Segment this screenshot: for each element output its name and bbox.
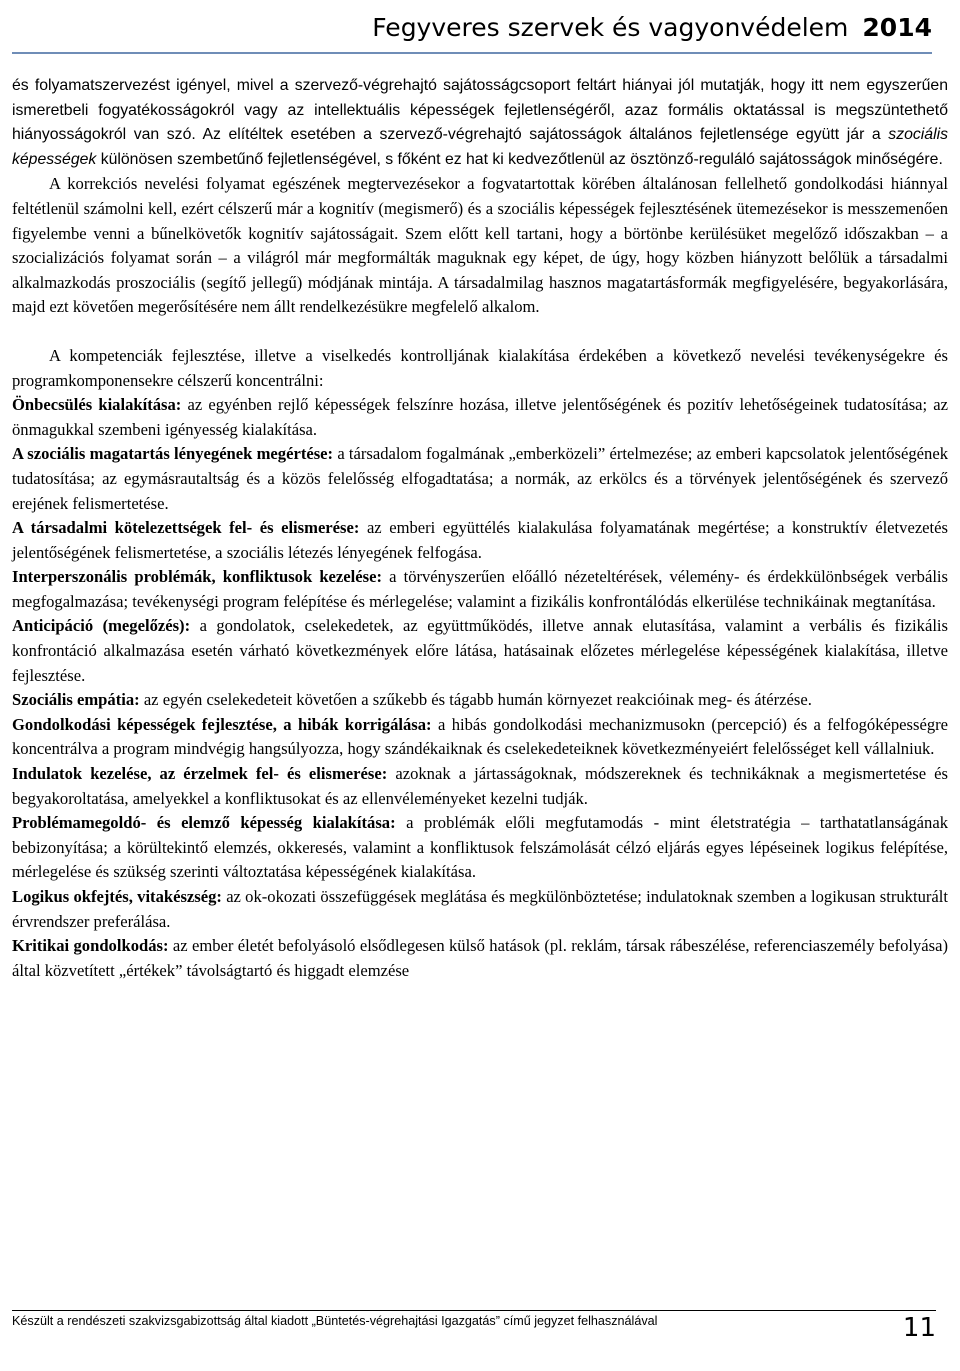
- competency-term: Kritikai gondolkodás:: [12, 936, 169, 956]
- lead-paragraph: A kompetenciák fejlesztése, illetve a viselkedés kontrolljának kialakítása érdekében a következő nevelési tevékenységekre és programkomponensekre célszerű koncentrálni:: [12, 345, 948, 390]
- document-body: [12, 74, 948, 983]
- competency-item: [12, 885, 948, 934]
- intro-sentence-2-end: különösen szembetűnő fejletlenségével, s főként ez hat ki kedvezőtlenül az ösztönző-reguláló sajátosságok minőségére.: [96, 150, 943, 168]
- competency-description: azoknak a jártasságoknak, módszereknek és technikáknak a megismertetése és begyakoroltatása, amelyekkel a konfliktusokat és az ellenvéleményeket kezelni tudják.: [12, 764, 948, 808]
- competency-item: [12, 565, 948, 614]
- competency-item: [12, 688, 948, 713]
- page-header: [12, 6, 932, 54]
- competency-term: Problémamegoldó- és elemző képesség kialakítása:: [12, 813, 396, 833]
- intro-sentence-1: és folyamatszervezést igényel, mivel a szervező-végrehajtó sajátosságcsoport feltárt hiányai jól mutatják, hogy itt nem egyszerűen ismeretbeli fogyatékosságokról vagy az intellektuális képességek fejletlenségéről, azaz formális oktatással is megszüntethető hiányosságokról van szó.: [12, 77, 948, 144]
- header-year: 2014: [862, 13, 932, 42]
- competency-description: a hibás gondolkodási mechanizmusokn (percepció) és a felfogóképességre koncentrálva a program mindvégig hangsúlyozza, hogy szándékaiknak és cselekedeteiknek következményeiért felelősséget kell vállalniuk.: [12, 714, 949, 759]
- competency-item: [12, 393, 948, 442]
- competency-item: [12, 934, 948, 983]
- competency-term: A szociális magatartás lényegének megértése:: [12, 444, 334, 464]
- competency-description: az ember életét befolyásoló elsődlegesen külső hatások (pl. reklám, társak rábeszélése, referenciaszemély befolyása) által közvetített „értékek” távolságtartó és higgadt elemzése: [12, 936, 949, 980]
- competency-description: a gondolatok, cselekedetek, az együttműködés, illetve annak elutasítása, valamint a verbális és fizikális konfrontáció alkalmazása esetén várható következmények előre látása, hatásainak előzetes mérlegelése képességének kialakítása, illetve fejlesztése.: [12, 616, 948, 685]
- competency-item: [12, 442, 948, 516]
- competency-list: [12, 393, 948, 983]
- competency-description: az egyén cselekedeteit követően a szűkebb és tágabb humán környezet reakcióinak meg- és átérzése.: [139, 690, 812, 710]
- competency-term: Indulatok kezelése, az érzelmek fel- és elismerése:: [12, 764, 388, 784]
- competency-term: Szociális empátia:: [12, 690, 140, 710]
- intro-sentence-2: Az elítéltek esetében a szervező-végrehajtó sajátosságok általános fejletlensége együtt jár a: [195, 126, 889, 144]
- competency-term: Gondolkodási képességek fejlesztése, a hibák korrigálása:: [12, 714, 432, 734]
- page-footer: [12, 1310, 936, 1359]
- competency-term: A társadalmi kötelezettségek fel- és elismerése:: [12, 518, 360, 538]
- intro-paragraph-2: A korrekciós nevelési folyamat egészének megtervezésekor a fogvatartottak körében általánosan fellelhető gondolkodási hiánnyal feltétlenül számolni kell, ezért célszerű már a kognitív (megismerő) és a szociális képességek fejlesztésének ütemezésekor is messzemenően figyelembe venni a bűnelkövetők kognitív sajátosságait. Szem előtt kell tartani, hogy a börtönbe kerülésüket megelőző időszakban – a szocializációs folyamat során – a világról már megformálták maguknak egy képet, de úgy, hogy közben hiányzott belőlük a társadalmi alkalmazkodás proszociális (segítő jellegű) módjának mintája. A társadalmilag hasznos magatartásformák megfigyelésére, begyakorlására, majd ezt követően megerősítésére nem állt rendelkezésükre megfelelő alkalom.: [12, 174, 948, 317]
- competency-item: [12, 614, 948, 688]
- competency-term: Interperszonális problémák, konfliktusok kezelése:: [12, 567, 382, 587]
- competency-item: [12, 516, 948, 565]
- competency-description: az egyénben rejlő képességek felszínre hozása, illetve jelentőségének és pozitív lehetőségeinek tudatosítása; az önmagukkal szembeni igényesség kialakítása.: [12, 395, 948, 439]
- header-title: Fegyveres szervek és vagyonvédelem: [372, 13, 849, 42]
- competency-description: a törvényszerűen előálló nézeteltérések, vélemény- és érdekkülönbségek verbális megfogalmazása; tevékenységi program felépítése és mérlegelése; valamint a fizikális konfrontálódás elkerülése technikáinak megtanítása.: [12, 567, 948, 611]
- competency-term: Anticipáció (megelőzés):: [12, 616, 191, 636]
- competency-term: Önbecsülés kialakítása:: [12, 395, 182, 415]
- competency-description: a társadalom fogalmának „emberközeli” értelmezése; az emberi kapcsolatok jelentőségének tudatosítása; az egymásrautaltság és a közös felelősség elfogadtatása; a normák, az erkölcs és a törvények jelentőségének és szervező erejének felismertetése.: [12, 444, 948, 513]
- competency-description: az ok-okozati összefüggések meglátása és megkülönböztetése; indulatoknak szemben a logikusan strukturált érvrendszer preferálása.: [12, 887, 948, 931]
- footer-note: Készült a rendészeti szakvizsgabizottság által kiadott „Büntetés-végrehajtási Igazgatás” című jegyzet felhasználával: [12, 1314, 658, 1328]
- intro-paragraph: [12, 74, 948, 172]
- intro-italic-term: szociális képességek: [12, 126, 948, 168]
- competency-item: [12, 811, 948, 885]
- competency-description: az emberi együttélés kialakulása folyamatának megértése; a konstruktív életvezetés jelentőségének felismertetése, a szociális létezés lényegének felfogása.: [12, 518, 948, 562]
- competency-item: [12, 762, 948, 811]
- competency-term: Logikus okfejtés, vitakészség:: [12, 887, 222, 906]
- competency-item: [12, 713, 948, 762]
- competency-description: a problémák előli megfutamodás - mint életstratégia – tarthatatlanságának bebizonyítása; a körültekintő elemzés, okkeresés, valamint a konfliktusok felszámolását célzó eljárás egyes lépéseinek logikus felépítése, mérlegelése és szükség szerinti változtatása képességének kialakítása.: [12, 813, 949, 882]
- page-number: 11: [902, 1313, 936, 1343]
